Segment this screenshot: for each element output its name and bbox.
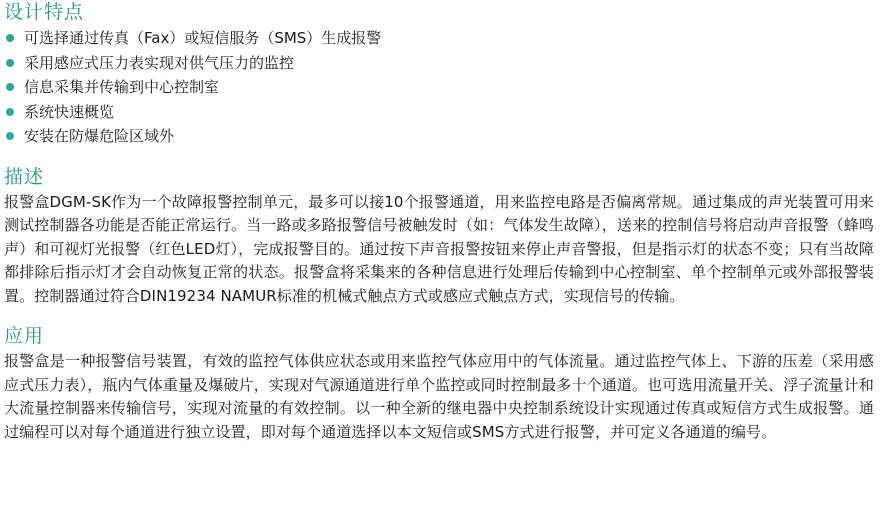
list-item [4, 26, 874, 51]
feature-text: 可选择通过传真（Fax）或短信服务（SMS）生成报警 [24, 29, 382, 47]
features-heading: 设计特点 [4, 1, 85, 23]
application-heading: 应用 [4, 325, 45, 347]
description-heading: 描述 [4, 165, 45, 188]
list-item [4, 51, 874, 76]
feature-text: 系统快速概览 [24, 102, 115, 121]
feature-text: 信息采集并传输到中心控制室 [24, 78, 220, 96]
bullet-dot-icon [6, 108, 14, 116]
application-paragraph: 报警盒是一种报警信号装置，有效的监控气体供应状态或用来监控气体应用中的气体流量。通过监控气体上、下游的压差（采用感应式压力表），瓶内气体重量及爆破片，实现对气源通道进行单个监控或同时控制最多十个通道。也可选用流量开关、浮子流量计和大流量控制器来传输信号，实现对流量的有效控制。以一种全新的继电器中央控制系统设计实现通过传真或短信方式生成报警。通过编程可以对每个通道进行独立设置，即对每个通道选择以本文短信或SMS方式进行报警，并可定义各通道的编号。 [4, 352, 874, 441]
bullet-dot-icon [6, 59, 14, 67]
bullet-dot-icon [6, 83, 14, 91]
list-item [4, 124, 874, 149]
list-item [4, 75, 874, 100]
description-paragraph: 报警盒DGM-SK作为一个故障报警控制单元，最多可以接10个报警通道，用来监控电路是否偏离常规。通过集成的声光装置可用来测试控制器各功能是否能正常运行。当一路或多路报警信号被触发时（如：气体发生故障），送来的控制信号将启动声音报警（蜂鸣声）和可视灯光报警（红色LED灯），完成报警目的。通过按下声音报警按钮来停止声音警报，但是指示灯的状态不变；只有当故障都排除后指示灯才会自动恢复正常的状态。报警盒将采集来的各种信息进行处理后传输到中心控制室、单个控制单元或外部报警装置。控制器通过符合DIN19234 NAMUR标准的机械式触点方式或感应式触点方式，实现信号的传输。 [4, 192, 874, 305]
feature-text: 安装在防爆危险区域外 [24, 127, 175, 145]
bullet-dot-icon [6, 34, 14, 42]
features-list [4, 26, 874, 149]
bullet-dot-icon [6, 132, 14, 140]
list-item [4, 100, 874, 125]
feature-text: 采用感应式压力表实现对供气压力的监控 [24, 53, 295, 72]
